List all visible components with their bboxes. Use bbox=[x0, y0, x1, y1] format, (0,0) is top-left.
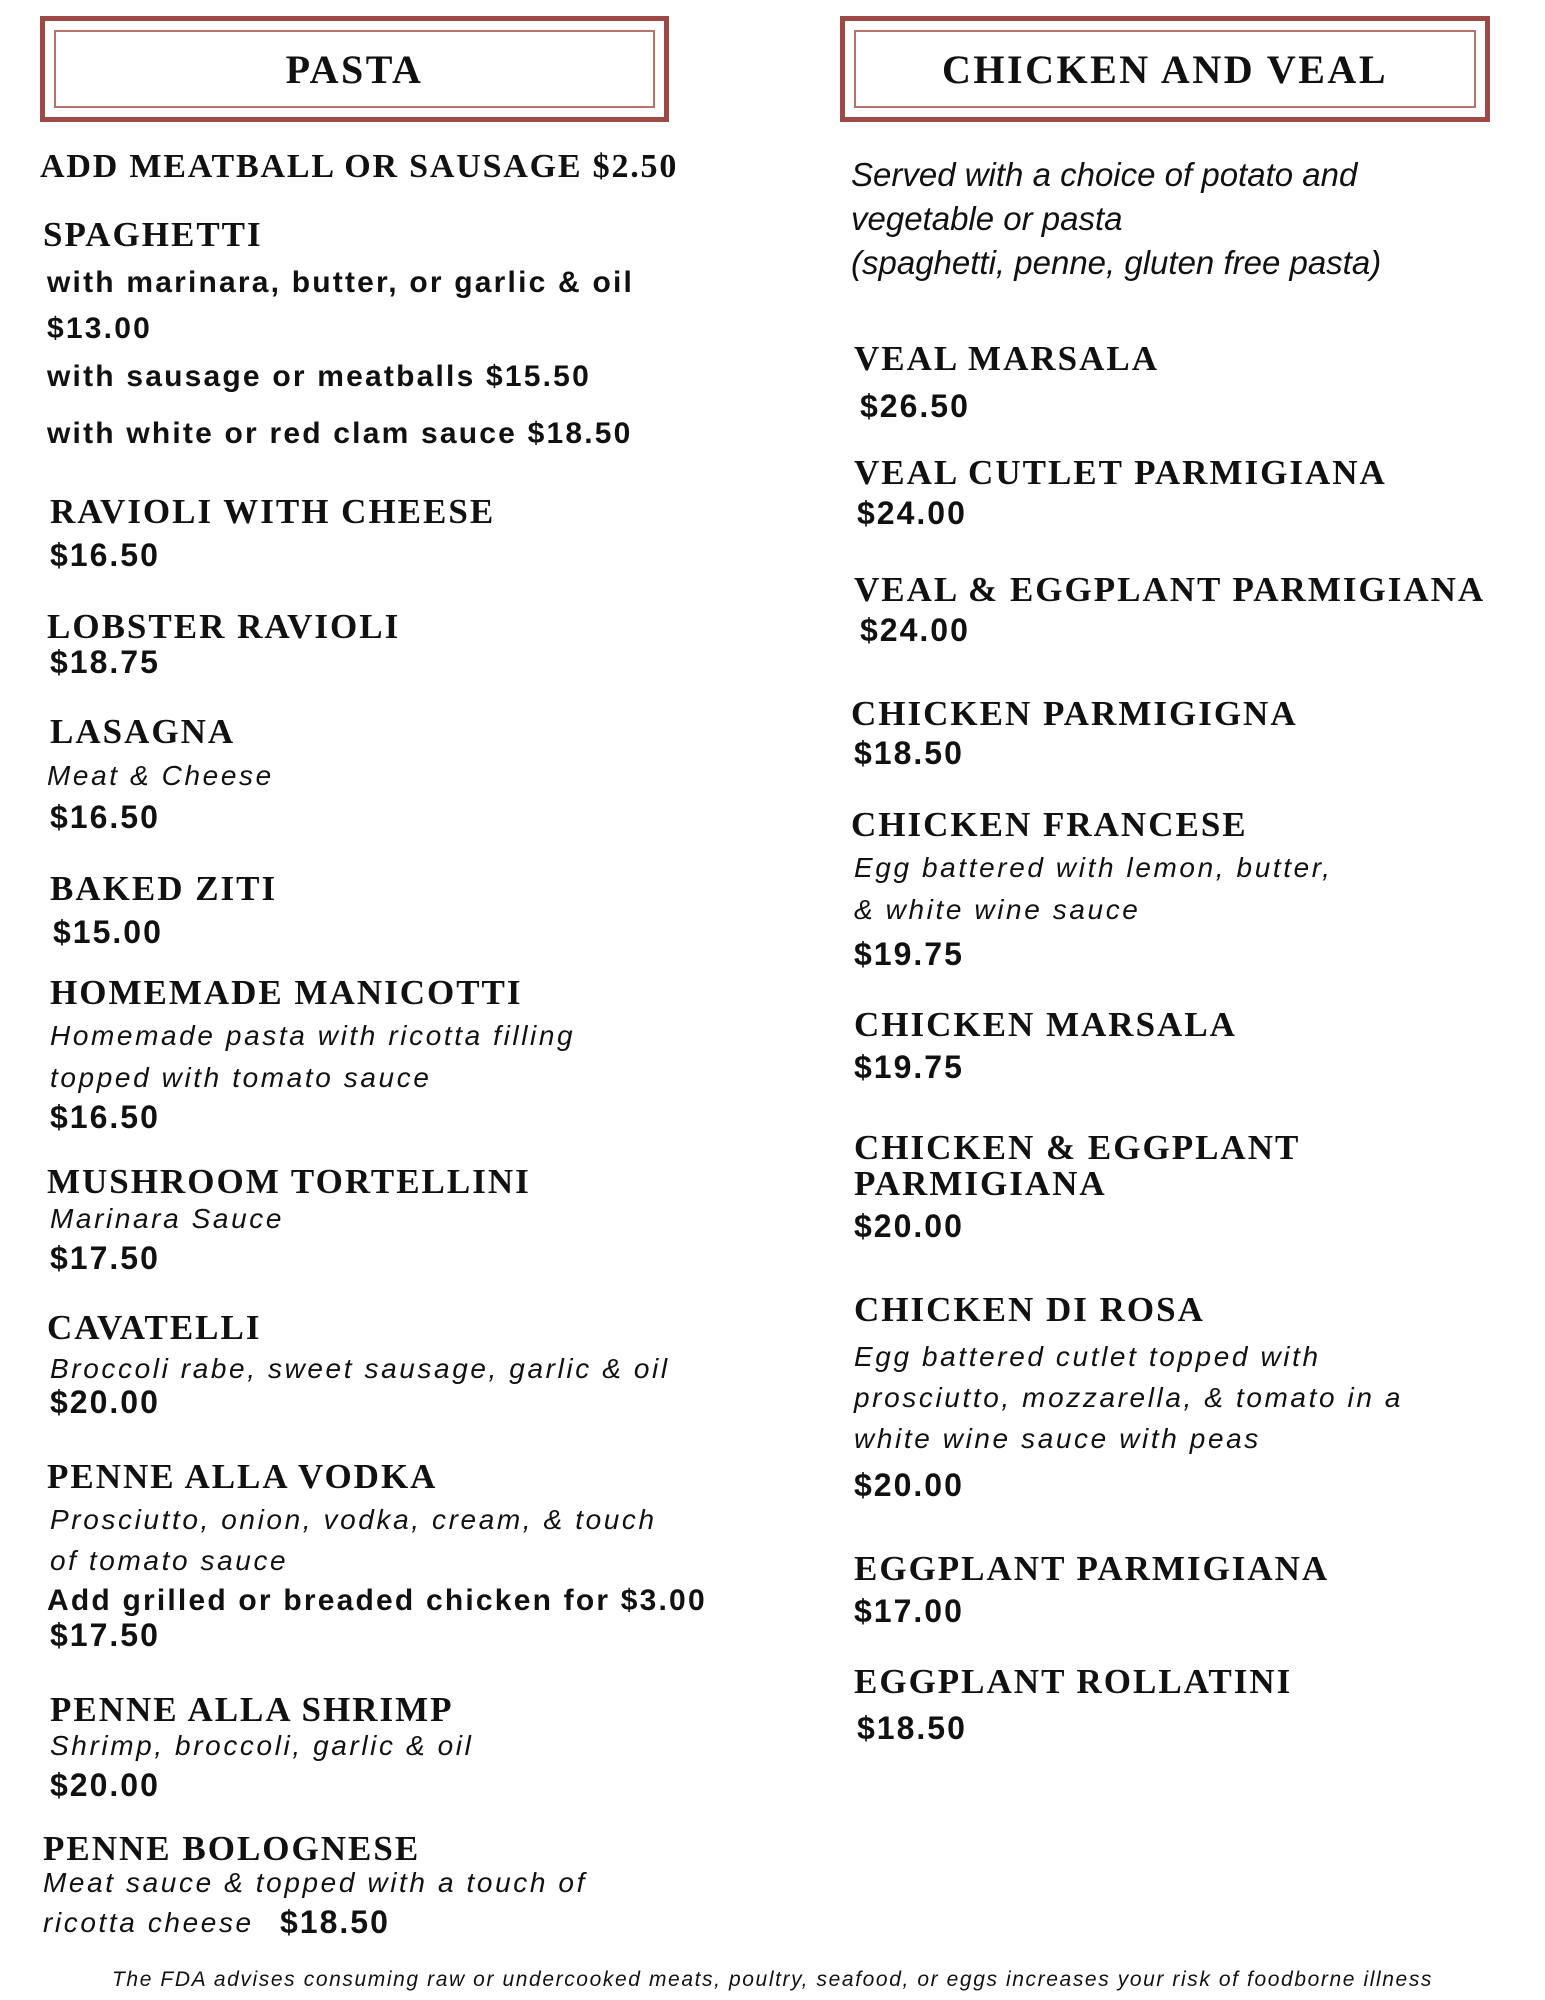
menu-item-name: CHICKEN MARSALA bbox=[854, 1005, 1237, 1044]
menu-item-price: $26.50 bbox=[860, 388, 970, 424]
chicken-veal-header: CHICKEN AND VEAL bbox=[942, 46, 1388, 92]
add-meatball-note: ADD MEATBALL OR SAUSAGE $2.50 bbox=[40, 148, 679, 185]
menu-item-name: RAVIOLI WITH CHEESE bbox=[50, 492, 496, 531]
menu-item-desc: white wine sauce with peas bbox=[854, 1423, 1261, 1454]
menu-item-price: $20.00 bbox=[854, 1467, 964, 1503]
menu-item-price: $17.50 bbox=[50, 1617, 160, 1653]
spaghetti-line-2: with sausage or meatballs $15.50 bbox=[47, 360, 591, 393]
menu-item-price: $24.00 bbox=[857, 495, 967, 531]
pasta-header-box bbox=[40, 16, 669, 122]
menu-item-name: HOMEMADE MANICOTTI bbox=[50, 973, 523, 1012]
spaghetti-line-3: with white or red clam sauce $18.50 bbox=[47, 417, 633, 450]
menu-item-price: $18.50 bbox=[857, 1710, 967, 1746]
menu-item-price: $15.00 bbox=[53, 914, 163, 950]
spaghetti-line-1-price: $13.00 bbox=[47, 312, 152, 345]
menu-item-name: EGGPLANT ROLLATINI bbox=[854, 1662, 1293, 1701]
fda-disclaimer: The FDA advises consuming raw or undercooked meats, poultry, seafood, or eggs increases your risk of foodborne illness bbox=[112, 1968, 1434, 1991]
menu-item-name: CAVATELLI bbox=[47, 1308, 262, 1347]
menu-item-name: BAKED ZITI bbox=[50, 869, 278, 908]
menu-item-price: $18.50 bbox=[280, 1904, 390, 1940]
menu-item-price: $20.00 bbox=[854, 1208, 964, 1244]
menu-item-name: PENNE BOLOGNESE bbox=[43, 1829, 421, 1868]
menu-item-desc: topped with tomato sauce bbox=[50, 1062, 432, 1093]
served-line: Served with a choice of potato and bbox=[851, 156, 1358, 193]
menu-item-price: $17.50 bbox=[50, 1240, 160, 1276]
menu-item-desc: Egg battered with lemon, butter, bbox=[854, 852, 1333, 883]
menu-item-price: $16.50 bbox=[50, 537, 160, 573]
menu-item-desc: Shrimp, broccoli, garlic & oil bbox=[50, 1730, 474, 1761]
menu-item-name: CHICKEN DI ROSA bbox=[854, 1290, 1205, 1329]
served-line: vegetable or pasta bbox=[851, 200, 1123, 237]
menu-item-desc: Meat & Cheese bbox=[47, 760, 274, 791]
menu-item-price: $19.75 bbox=[854, 1049, 964, 1085]
menu-item-name-line-2: PARMIGIANA bbox=[854, 1164, 1107, 1203]
menu-item-price: $18.50 bbox=[854, 735, 964, 771]
menu-item-name: LASAGNA bbox=[50, 712, 236, 751]
menu-item-name: VEAL MARSALA bbox=[854, 339, 1160, 378]
menu-item-price: $20.00 bbox=[50, 1384, 160, 1420]
menu-item-price: $19.75 bbox=[854, 936, 964, 972]
pasta-header: PASTA bbox=[285, 46, 424, 92]
menu-item-desc: & white wine sauce bbox=[854, 894, 1141, 925]
menu-item-extra: Add grilled or breaded chicken for $3.00 bbox=[47, 1584, 707, 1617]
menu-item-price: $20.00 bbox=[50, 1767, 160, 1803]
menu-item-name: CHICKEN FRANCESE bbox=[851, 805, 1248, 844]
menu-item-name: CHICKEN & EGGPLANT bbox=[854, 1128, 1301, 1167]
menu-item-name: PENNE ALLA SHRIMP bbox=[50, 1690, 454, 1729]
menu-item-desc: ricotta cheese bbox=[43, 1907, 254, 1938]
menu-item-desc: prosciutto, mozzarella, & tomato in a bbox=[854, 1382, 1404, 1413]
spaghetti-name: SPAGHETTI bbox=[43, 215, 263, 254]
menu-item-desc: of tomato sauce bbox=[50, 1545, 289, 1576]
menu-item-desc: Marinara Sauce bbox=[50, 1203, 285, 1234]
menu-item-name: EGGPLANT PARMIGIANA bbox=[854, 1549, 1330, 1588]
menu-item-name: LOBSTER RAVIOLI bbox=[47, 607, 401, 646]
menu-item-price: $18.75 bbox=[50, 644, 160, 680]
menu-item-name: CHICKEN PARMIGIGNA bbox=[851, 694, 1298, 733]
menu-item-name: VEAL & EGGPLANT PARMIGIANA bbox=[854, 570, 1486, 609]
served-line: (spaghetti, penne, gluten free pasta) bbox=[851, 244, 1382, 281]
menu-item-price: $24.00 bbox=[860, 612, 970, 648]
menu-item-name: MUSHROOM TORTELLINI bbox=[47, 1162, 531, 1201]
menu-item-desc: Meat sauce & topped with a touch of bbox=[43, 1867, 587, 1898]
menu-item-price: $16.50 bbox=[50, 799, 160, 835]
menu-item-name: VEAL CUTLET PARMIGIANA bbox=[854, 453, 1387, 492]
spaghetti-line-1: with marinara, butter, or garlic & oil bbox=[47, 266, 635, 299]
menu-item-price: $16.50 bbox=[50, 1099, 160, 1135]
menu-item-desc: Broccoli rabe, sweet sausage, garlic & oil bbox=[50, 1353, 670, 1384]
menu-item-desc: Egg battered cutlet topped with bbox=[854, 1341, 1321, 1372]
served-with-note bbox=[851, 153, 1545, 285]
menu-item-price: $17.00 bbox=[854, 1593, 964, 1629]
menu-item-desc: Prosciutto, onion, vodka, cream, & touch bbox=[50, 1504, 657, 1535]
chicken-veal-header-box bbox=[840, 16, 1490, 122]
menu-item-name: PENNE ALLA VODKA bbox=[47, 1457, 438, 1496]
menu-item-desc: Homemade pasta with ricotta filling bbox=[50, 1020, 576, 1051]
